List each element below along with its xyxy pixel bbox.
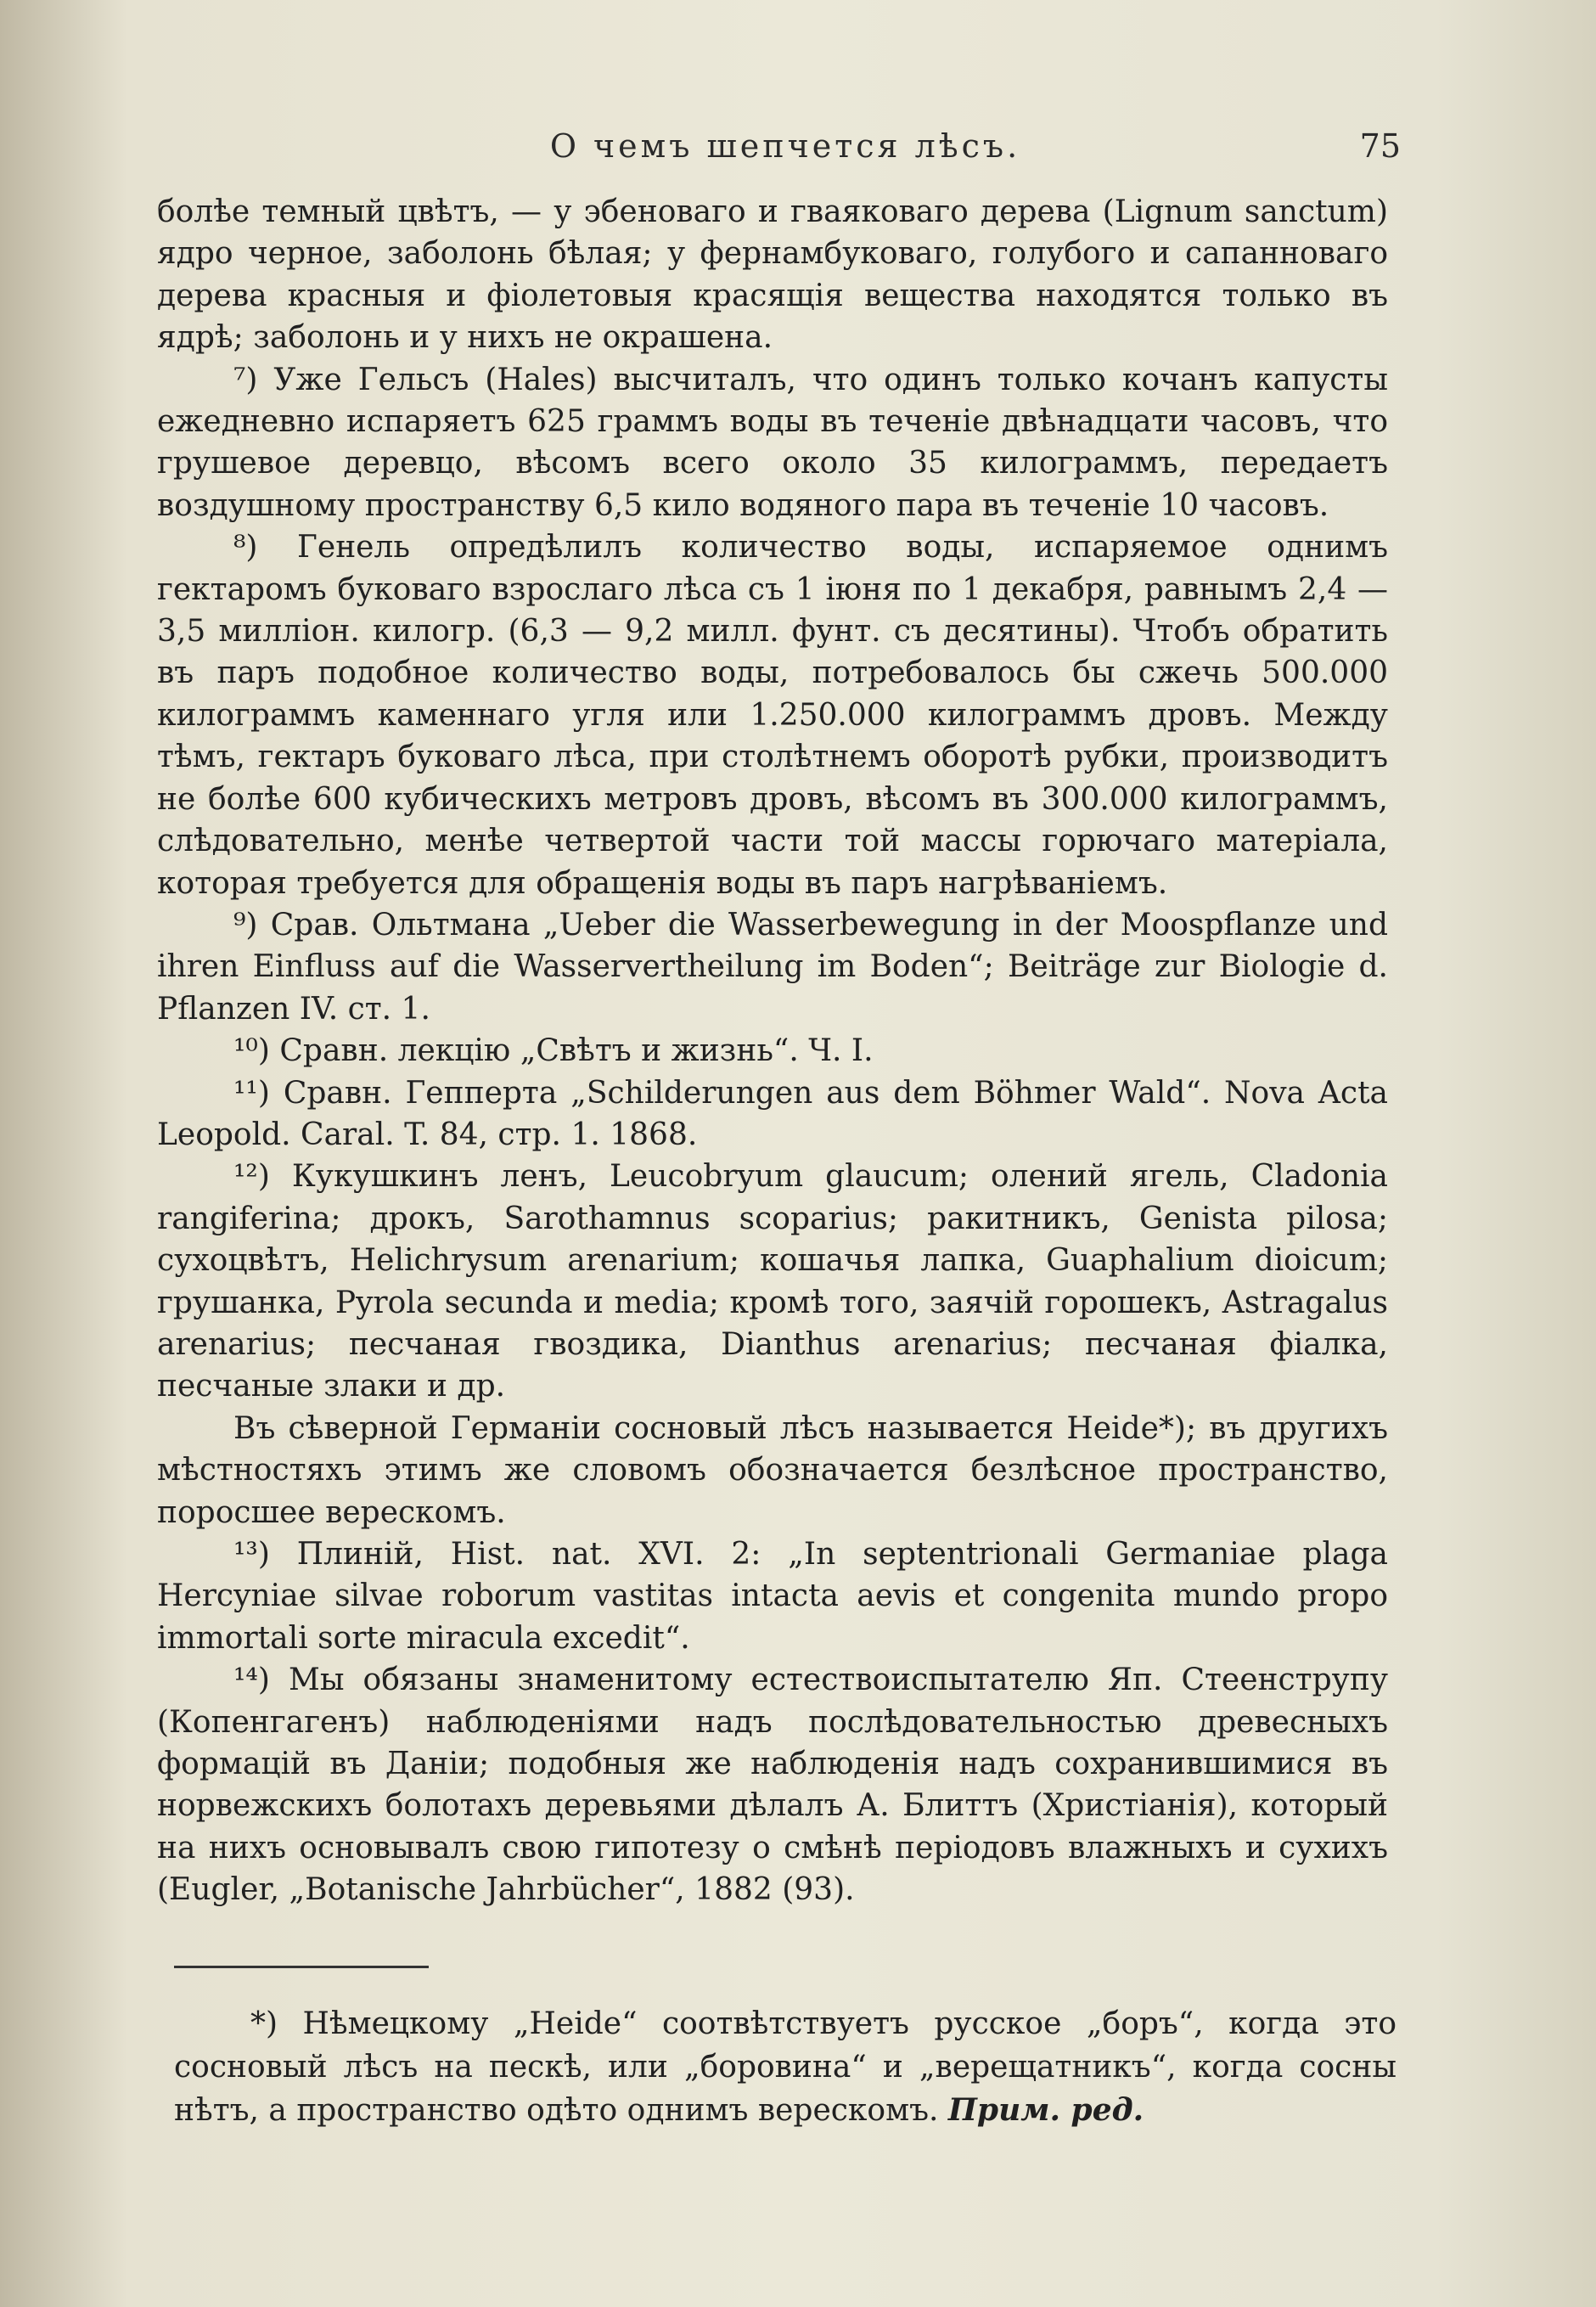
note-paragraph bbox=[157, 904, 1388, 1030]
running-title: О чемъ шепчется лѣсъ. bbox=[549, 127, 1021, 165]
note-number: ¹⁰) bbox=[233, 1033, 270, 1069]
note-number: ¹¹) bbox=[233, 1075, 270, 1111]
note-number: ⁸) bbox=[233, 530, 258, 565]
note-text: Мы обязаны знаменитому естествоиспытателю Яп. Стеенструпу (Копенгагенъ) наблюденіями надъ послѣдовательностью древесныхъ формацій въ Даніи; подобныя же наблюденія надъ сохранившимися въ норвежскихъ болотахъ деревьями дѣлалъ А. Блиттъ (Христіанія), который на нихъ основывалъ свою гипотезу о смѣнѣ періодовъ влажныхъ и сухихъ (Eugler, „Botanische Jahrbücher“, 1882 (93). bbox=[157, 1663, 1388, 1908]
note-number: ⁹) bbox=[233, 907, 258, 942]
notes-body bbox=[157, 191, 1388, 1911]
note-text: болѣе темный цвѣтъ, — у эбеноваго и гваяковаго дерева (Lignum sanctum) ядро черное, заболонь бѣлая; у фернамбуковаго, голубого и сапанноваго дерева красныя и фіолетовыя красящія вещества находятся только въ ядрѣ; заболонь и у нихъ не окрашена. bbox=[157, 194, 1388, 356]
page-footnote bbox=[174, 2002, 1396, 2132]
note-text: Кукушкинъ ленъ, Leucobryum glaucum; олений ягель, Cladonia rangiferina; дрокъ, Sarothamnus scoparius; ракитникъ, Genista pilosa; сухоцвѣтъ, Helichrysum arenarium; кошачья лапка, Guaphalium dioicum; грушанка, Pyrola secunda и media; кромѣ того, заячій горошекъ, Astragalus arenarius; песчаная гвоздика, Dianthus arenarius; песчаная фіалка, песчаные злаки и др. bbox=[157, 1159, 1388, 1404]
note-number: ⁷) bbox=[233, 362, 258, 397]
note-text: Сравн. лекцію „Свѣтъ и жизнь“. Ч. I. bbox=[279, 1033, 874, 1069]
note-paragraph bbox=[157, 191, 1388, 359]
note-paragraph bbox=[157, 1533, 1388, 1659]
note-paragraph bbox=[157, 526, 1388, 904]
page-number: 75 bbox=[1359, 127, 1401, 165]
note-paragraph bbox=[157, 359, 1388, 527]
note-text: Плиній, Hist. nat. XVI. 2: „In septentrionali Germaniae plaga Hercyniae silvae roborum vastitas intacta aevis et congenita mundo propo immortali sorte miracula excedit“. bbox=[157, 1537, 1388, 1656]
note-text: Въ сѣверной Германіи сосновый лѣсъ называется Heide*); въ другихъ мѣстностяхъ этимъ же словомъ обозначается безлѣсное пространство, поросшее верескомъ. bbox=[157, 1410, 1388, 1530]
note-text: Генель опредѣлилъ количество воды, испаряемое однимъ гектаромъ буковаго взрослаго лѣса съ 1 іюня по 1 декабря, равнымъ 2,4 — 3,5 милліон. килогр. (6,3 — 9,2 милл. фунт. съ десятины). Чтобъ обратить въ паръ подобное количество воды, потребовалось бы сжечь 500.000 килограммъ каменнаго угля или 1.250.000 килограммъ дровъ. Между тѣмъ, гектаръ буковаго лѣса, при столѣтнемъ оборотѣ рубки, производитъ не болѣе 600 кубическихъ метровъ дровъ, вѣсомъ въ 300.000 килограммъ, слѣдовательно, менѣе четвертой части той массы горючаго матеріала, которая требуется для обращенія воды въ паръ нагрѣваніемъ. bbox=[157, 530, 1388, 901]
editor-note: Прим. ред. bbox=[947, 2092, 1144, 2128]
note-paragraph bbox=[157, 1659, 1388, 1910]
note-text: Сравн. Гепперта „Schilderungen aus dem Böhmer Wald“. Nova Acta Leopold. Caral. T. 84, стр. 1. 1868. bbox=[157, 1075, 1388, 1152]
note-text: Уже Гельсъ (Hales) высчиталъ, что одинъ только кочанъ капусты ежедневно испаряетъ 625 граммъ воды въ теченіе двѣнадцати часовъ, что грушевое деревцо, вѣсомъ всего около 35 килограммъ, передаетъ воздушному пространству 6,5 кило водяного пара въ теченіе 10 часовъ. bbox=[157, 362, 1388, 523]
note-number: ¹³) bbox=[233, 1537, 270, 1572]
footnote-divider bbox=[174, 1966, 429, 1968]
note-paragraph bbox=[157, 1408, 1388, 1533]
note-paragraph bbox=[157, 1072, 1388, 1156]
note-number: ¹²) bbox=[233, 1159, 270, 1195]
note-paragraph bbox=[157, 1156, 1388, 1407]
page-header bbox=[170, 127, 1401, 178]
note-number: ¹⁴) bbox=[233, 1663, 270, 1698]
note-paragraph bbox=[157, 1030, 1388, 1072]
note-text: Срав. Ольтмана „Ueber die Wasserbewegung in der Moospflanze und ihren Einfluss auf die Wasservertheilung im Boden“; Beiträge zur Biologie d. Pflanzen IV. ст. 1. bbox=[157, 907, 1388, 1027]
footnote-text: *) Нѣмецкому „Heide“ соотвѣтствуетъ русское „боръ“, когда это сосновый лѣсъ на пескѣ, или „боровина“ и „верещатникъ“, когда сосны нѣтъ, а пространство одѣто однимъ верескомъ. bbox=[174, 2006, 1396, 2128]
